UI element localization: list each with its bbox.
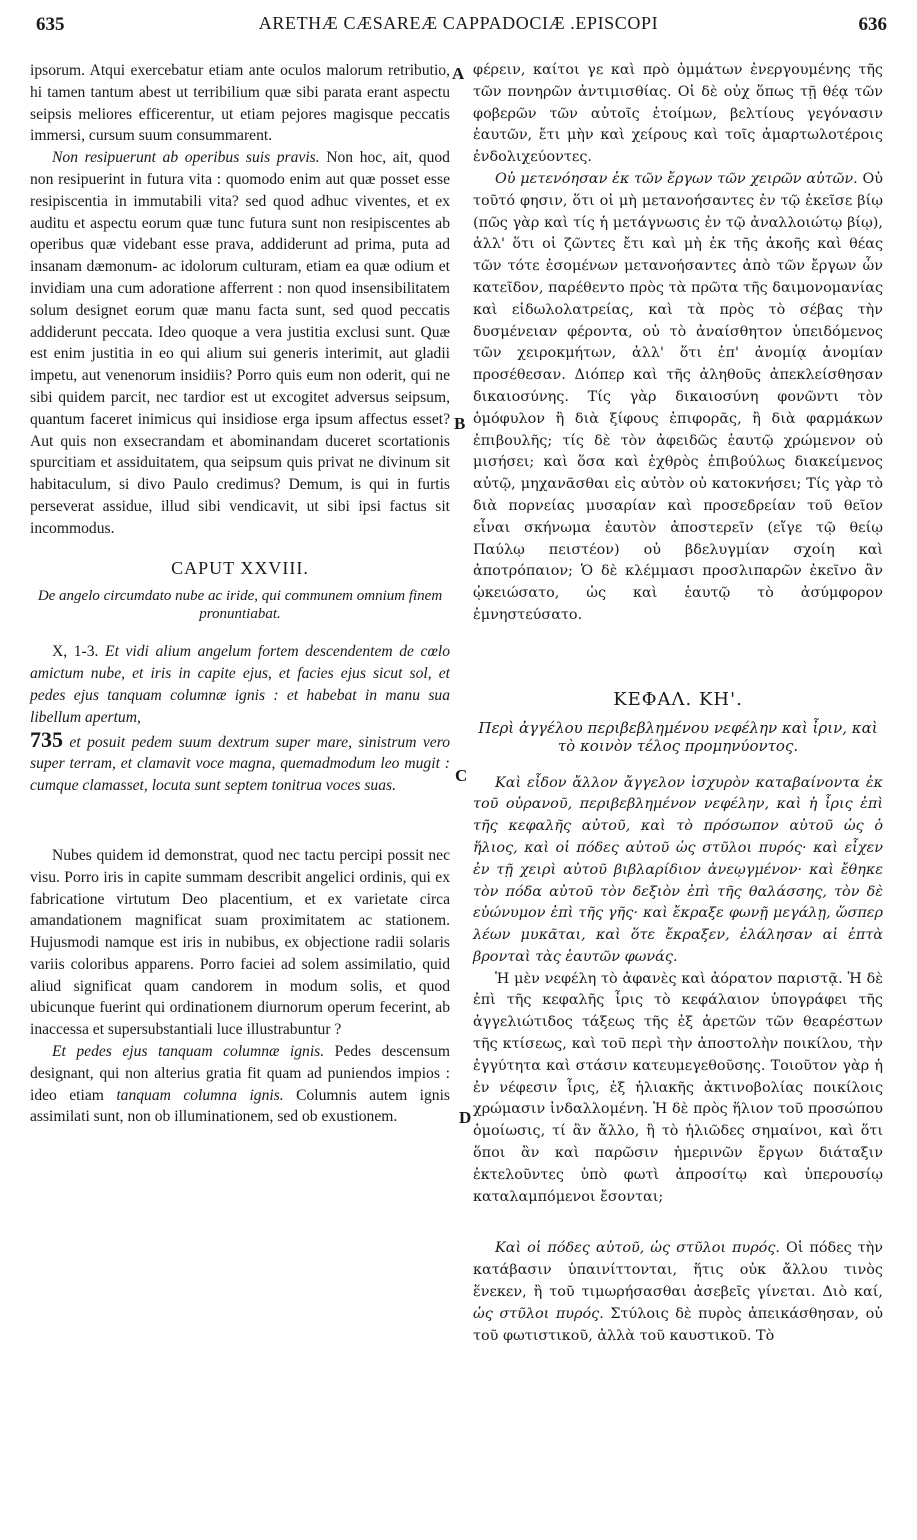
latin-commentary: Non hoc, ait, quod non resipuerint in futura vita : quomodo enim aut quæ posset esse resipiscentia in immutabili vita? sed quod adhuc viventes, et ex auditu et aspectu eorum quæ tunc futura sunt non resipiscentes ab operibus quæ videbant esse prava, addiderunt ad prima, puta ad insanam dæmonum- ac idolorum culturam, etiam ea quæ odium et invidiam una cum adoratione afferrent : non quod insensibilitatem solum designet eorum quæ manu facta sunt, sed quod peccatis addiderunt peccata. Ideo quoque a vera justitia exclusi sunt. Quæ est enim justitia in eo qui alium sui generis interimit, aut gladii impetu, aut venenorum insidiis? Porro quis eum non oderit, qui ne sibi quidem parcit, nec tardior est ut excogitet adversus seipsum, quantum faceret inimicus qui insidiose erga ipsum affectus esset? Aut quis non exsecrandam et abominandam duceret scortationis spurcitiam et assiduitatem, qua seipsum quis privat ne divinum sit habitaculum, si divo Paulo credimus? Demum, is qui in furtis perseverat assidue, illud sibi vendicavit, ut sibi ipsi factus sit incommodus. [30,149,450,537]
latin-lemma: Non resipuerunt ab operibus suis pravis. [52,149,320,167]
latin-verse [30,641,450,797]
latin-paragraph-4 [30,1041,450,1128]
greek-lemma-3: ὡς στῦλοι πυρός. [473,1305,604,1322]
greek-paragraph-4 [473,1238,883,1347]
latin-paragraph-3: Nubes quidem id demonstrat, quod nec tactu percipi possit nec visu. Porro iris in capite summam describit angelici ordinis, qui ex fabricatione virtutum Deo placentium, et ex varietate circa amandationem magnificat suam proximitatem ac stationem. Hujusmodi namque est iris in nubibus, ex objectione radii solaris variis coloribus apparens. Porro faciei ad solem assimilatio, quid aliud significat quam candorem in modum solis, et quod ubicunque fuerint qui ordinationem diurnorum operum fecerint, ab inaccessa et supersubstantiali luce illustrabuntur ? [30,846,450,1039]
greek-column [473,60,883,1347]
margin-letter-b: B [454,414,466,433]
greek-lemma: Οὐ μετενόησαν ἐκ τῶν ἔργων τῶν χειρῶν αὐτῶν. [495,170,858,187]
latin-commentary-2b: Columnis autem ignis assimilati sunt, non ob illuminationem, sed ob exustionem. [30,1086,451,1126]
latin-commentary-2a: Pedes descensum designant, qui non alterius gratia fit quam ad puniendos impios : ideo etiam [30,1043,450,1104]
latin-lemma-3: tanquam columna ignis. [116,1086,284,1104]
greek-paragraph-3: Ἡ μὲν νεφέλη τὸ ἀφανὲς καὶ ἀόρατον παριστᾷ. Ἡ δὲ ἐπὶ τῆς κεφαλῆς ἶρις τὸ κεφάλαιον ὑπογράφει τῆς ἀγγελιώτιδος τάξεως τῆς ἐξ ἀρετῶν τῶν θεαρέστων τῆς κτίσεως, καὶ τοῦ περὶ τὴν ἀποστολὴν ποικίλου, τὴν ἐγγύτητα καὶ στάσιν κατευμεγεθοῦσης. Τοιοῦτον γὰρ ἡ ἐν νέφεσιν ἶρις, ἐξ ἡλιακῆς ἀκτινοβολίας ποικίλοις χρώμασιν ἰνδαλλομένη. Ἡ δὲ πρὸς ἥλιον τοῦ προσώπου ὁμοίωσις, τί ἂν ἄλλο, ἢ τὸ ἡλιῶδες σημαίνοι, καὶ ὅτι ὅποι ἂν καὶ παρῶσιν ἡμερινῶν ἔργων διάταξιν ἐκτελοῦντες ὑπὸ φωτὶ ἀπροσίτῳ καὶ ὑπερουσίῳ καταλαμπόμενοι ἔσονται; [473,970,883,1205]
page-number-right: 636 [858,14,887,35]
greek-paragraph-2 [473,169,883,627]
verse-reference: X, 1-3. [52,643,99,661]
greek-commentary: Οὐ τοῦτό φησιν, ὅτι οἱ μὴ μετανοήσαντες ἐν τῷ ἐκεῖσε βίῳ (πῶς γὰρ καὶ τίς ἡ μετάγνωσις ἐν τῷ ἀναλλοιώτῳ βίῳ), ἀλλ' ὅτι οἱ ζῶντες ἔτι καὶ μὴ ἐκ τῆς ἀκοῆς καὶ θέας τῶν τότε ἐσομένων μετανοήσαντες ἀπὸ τῶν ἔργων ὧν κατεῖδον, παρέθεντο πρὸς τὰ πρῶτα τῆς δαιμονομανίας καὶ εἰδωλολατρείας, καὶ τὰ πρὸς τὸ σέβας τὴν δυσμένειαν φέροντα, οὐ τὸ ἀναίσθητον ὑπειδόμενος τῶν χειροκμήτων, ἀλλ' ὅτι ἐπ' ἀνομίᾳ ἀνομίαν προσέθεσαν. Διόπερ καὶ τῆς ἀληθοῦς ἀπεκλείσθησαν δικαιοσύνης. Τίς γὰρ δικαιοσύνη φονῶντι τὸν ὁμόφυλον ἢ διὰ ξίφους ἐπιφορᾶς, ἢ διὰ φαρμάκων ἐπιβουλῆς; τίς δὲ τὸν ἀφειδῶς ἑαυτῷ χρώμενον οὐ μισήσει; καὶ ὅσα καὶ ἐχθρὸς ἐπιβούλως διακείμενος αὐτῷ, μηχανᾶσθαι εἰς αὐτὸν οὐ κατοκνήσει; Τίς γὰρ τὸ διὰ πορνείας μυσαρίαν καὶ προσεδρείαν τοῦ θεῖον εἶναι σκήνωμα ἑαυτὸν ἀποστερεῖν (εἴγε τῷ θείῳ Παύλῳ πειστέον) οὐ βδελυγμίαν σχοίη καὶ ἀποτρόπαιον; Ὁ δὲ κλέμμασι προσλιπαρῶν ἐκεῖνο ἂν ᾠκειώσατο, ὡς καὶ ἑαυτῷ τὸ ἀσύμφορον ἐμνηστεύσατο. [473,170,883,623]
latin-column [30,60,450,1128]
latin-chapter-heading: CAPUT XXVIII. [171,557,309,578]
margin-letter-c: C [455,766,468,785]
latin-paragraph-1: ipsorum. Atqui exercebatur etiam ante oculos malorum retributio, hi tamen tantum abest ut terribilium quæ sibi parata erant aspectu seipsis meliores efficerentur, ut etiam pejores magisque peccatis immersi, cursum suum consummarent. [30,62,450,145]
latin-paragraph-2 [30,147,450,539]
latin-verse-text-1: Et vidi alium angelum fortem descendentem de cœlo amictum nube, et iris in capite ejus, et facies ejus sicut sol, et pedes ejus tanquam columnæ ignis : et habebat in manu sua libellum apertum, [30,643,450,726]
greek-lemma-2: Καὶ οἱ πόδες αὐτοῦ, ὡς στῦλοι πυρός. [495,1240,780,1257]
margin-letter-a: A [452,64,465,83]
greek-commentary-2a: Οἱ πόδες τὴν κατάβασιν ὑπαινίττονται, ἥτις οὐκ ἄλλου τινὸς ἕνεκεν, ἢ τοῦ τιμωρήσασθαι ἀσεβεῖς γίνεται. Διὸ καί, [473,1240,883,1301]
page-header [0,8,917,40]
margin-letter-d: D [459,1108,472,1127]
greek-chapter-heading: ΚΕΦΑΛ. ΚΗ'. [613,688,743,710]
latin-verse-text-2: et posuit pedem suum dextrum super mare, sinistrum vero super terram, et clamavit voce magna, quemadmodum leo mugit : cumque clamasset, locuta sunt septem tonitrua voces suas. [30,733,450,795]
greek-verse: Καὶ εἶδον ἄλλον ἄγγελον ἰσχυρὸν καταβαίνοντα ἐκ τοῦ οὐρανοῦ, περιβεβλημένον νεφέλην, καὶ ἡ ἶρις ἐπὶ τῆς κεφαλῆς αὐτοῦ, καὶ τὸ πρόσωπον αὐτοῦ ὡς ὁ ἥλιος, καὶ οἱ πόδες αὐτοῦ ὡς στῦλοι πυρός· καὶ εἶχεν ἐν τῇ χειρὶ αὐτοῦ βιβλαρίδιον ἀνεῳγμένον· καὶ ἔθηκε τὸν πόδα αὐτοῦ τὸν δεξιὸν ἐπὶ τῆς θαλάσσης, τὸν δὲ εὐώνυμον ἐπὶ τῆς γῆς· καὶ ἔκραξε φωνῇ μεγάλῃ, ὥσπερ λέων μυκᾶται, καὶ ὅτε ἔκραξεν, ἐλάλησαν αἱ ἑπτὰ βρονταὶ τὰς ἑαυτῶν φωνάς. [473,774,883,965]
column-number: 735 [30,726,63,752]
running-title: ARETHÆ CÆSAREÆ CAPPADOCIÆ .EPISCOPI [258,13,659,33]
greek-paragraph-1: φέρειν, καίτοι γε καὶ πρὸ ὀμμάτων ἐνεργουμένης τῆς τῶν πονηρῶν ἀντιμισθίας. Οἱ δὲ οὐχ ὅπως τῇ θέᾳ τῶν φοβερῶν τῶν αὐτοῖς ἑτοίμων, βελτίους γεγόνασιν ἑαυτῶν, ἔτι μὴν καὶ χείρους καὶ τοῖς ἁμαρτωλοτέροις ἐνδολιχεύοντες. [473,62,883,166]
latin-lemma-2: Et pedes ejus tanquam columnæ ignis. [52,1043,325,1061]
latin-chapter-subtitle: De angelo circumdato nube ac iride, qui communem omnium finem pronuntiabat. [37,588,443,623]
greek-commentary-2b: Στύλοις δὲ πυρὸς ἀπεικάσθησαν, οὐ τοῦ φωτιστικοῦ, ἀλλὰ τοῦ καυστικοῦ. Τὸ [473,1305,883,1344]
greek-chapter-subtitle: Περὶ ἀγγέλου περιβεβλημένου νεφέλην καὶ ἶριν, καὶ τὸ κοινὸν τέλος προμηνύοντος. [478,718,878,755]
page-number-left: 635 [36,14,65,35]
